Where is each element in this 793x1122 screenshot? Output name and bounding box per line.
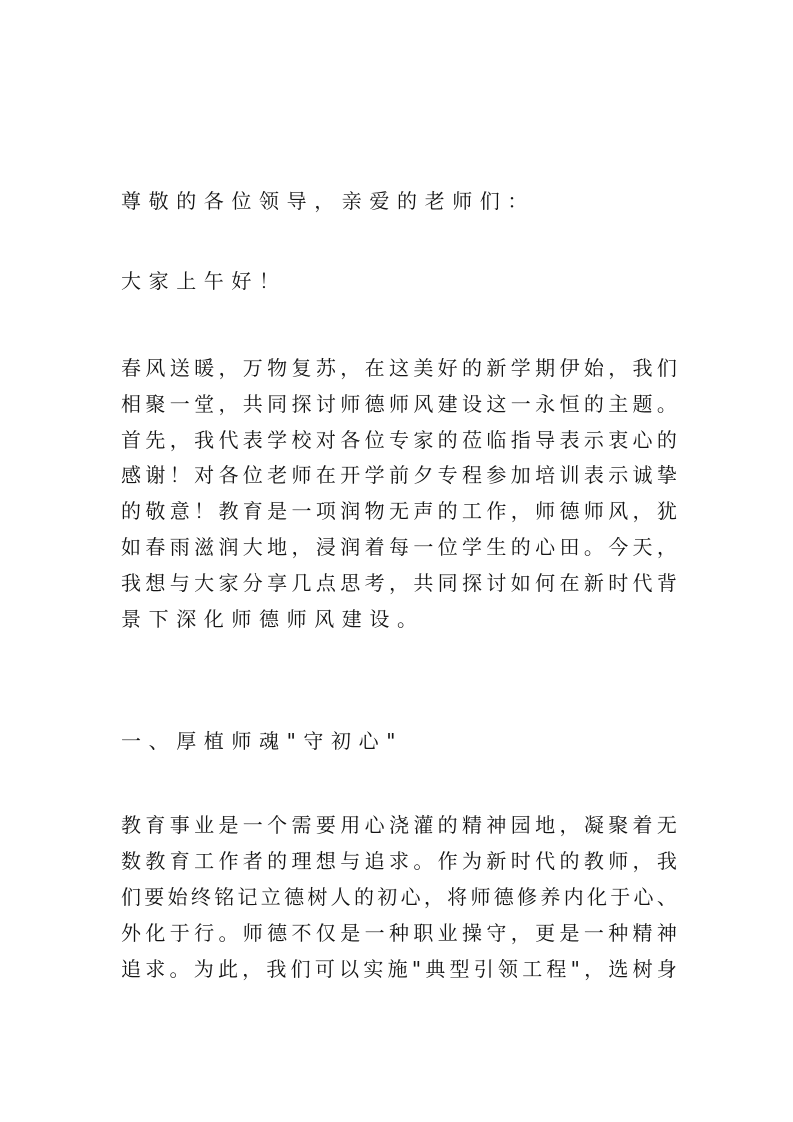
glyph: ， (242, 957, 263, 981)
glyph: 物 (364, 499, 385, 523)
glyph: ， (218, 356, 239, 380)
glyph: 此 (217, 957, 238, 981)
glyph: 开 (340, 463, 361, 487)
glyph: 代 (218, 428, 239, 452)
glyph: 神 (656, 921, 677, 945)
glyph: 可 (314, 957, 335, 981)
glyph: 育 (169, 849, 190, 873)
glyph: 们 (656, 356, 677, 380)
glyph: 的 (353, 885, 374, 909)
glyph: 于 (169, 921, 190, 945)
glyph: 要 (315, 813, 336, 837)
glyph: 的 (267, 849, 288, 873)
paragraph-line (121, 422, 677, 458)
glyph: 诚 (632, 463, 653, 487)
glyph: 种 (388, 921, 409, 945)
glyph: 天 (632, 535, 653, 559)
glyph: 无 (656, 813, 677, 837)
glyph: 加 (510, 463, 531, 487)
glyph: 位 (242, 463, 263, 487)
glyph: ， (656, 535, 677, 559)
glyph: 位 (364, 428, 385, 452)
glyph: 师 (535, 499, 556, 523)
glyph: 表 (583, 463, 604, 487)
glyph: 作 (218, 849, 239, 873)
glyph: 。 (656, 392, 677, 416)
glyph: 业 (437, 921, 458, 945)
glyph: 一 (242, 813, 263, 837)
glyph: 的 (437, 428, 458, 452)
glyph: 伊 (559, 356, 580, 380)
glyph: 犹 (656, 499, 677, 523)
glyph: 思 (340, 571, 361, 595)
glyph: 恒 (559, 392, 580, 416)
glyph: 考 (364, 571, 385, 595)
glyph: 师 (608, 849, 629, 873)
glyph: 老 (267, 463, 288, 487)
glyph: ， (423, 885, 444, 909)
glyph: 专 (388, 428, 409, 452)
glyph: 操 (462, 921, 483, 945)
glyph: 相 (121, 392, 141, 416)
glyph: 灌 (413, 813, 434, 837)
glyph: 在 (559, 571, 580, 595)
glyph: 雨 (169, 535, 190, 559)
glyph: 分 (242, 571, 263, 595)
glyph: 工 (194, 849, 215, 873)
glyph: 几 (291, 571, 312, 595)
paragraph-line (121, 951, 677, 987)
glyph: 树 (307, 885, 328, 909)
glyph: 代 (535, 849, 556, 873)
glyph: 养 (540, 885, 561, 909)
glyph: ！ (194, 499, 215, 523)
glyph: 着 (364, 535, 385, 559)
glyph: 的 (510, 535, 531, 559)
glyph: 仅 (315, 921, 336, 945)
glyph: 心 (633, 885, 654, 909)
glyph: 修 (517, 885, 538, 909)
section-heading: 一、厚植师魂"守初心" (121, 729, 403, 753)
glyph: 始 (167, 885, 188, 909)
glyph: ， (510, 499, 531, 523)
glyph: 参 (486, 463, 507, 487)
glyph: 学 (364, 463, 385, 487)
greeting: 大家上午好！ (121, 269, 287, 293)
glyph: 风 (413, 392, 434, 416)
glyph: 。 (218, 921, 239, 945)
glyph: 暖 (194, 356, 215, 380)
glyph: 训 (559, 463, 580, 487)
glyph: 一 (169, 392, 190, 416)
glyph: 地 (535, 813, 556, 837)
glyph: 着 (632, 813, 653, 837)
glyph: " (411, 957, 422, 981)
glyph: 如 (121, 535, 141, 559)
glyph: 各 (218, 463, 239, 487)
glyph: 作 (486, 499, 507, 523)
glyph: 浸 (315, 535, 336, 559)
glyph: 家 (218, 571, 239, 595)
glyph: 是 (267, 499, 288, 523)
glyph: 师 (388, 392, 409, 416)
glyph: 的 (462, 356, 483, 380)
glyph: 行 (194, 921, 215, 945)
glyph: 一 (510, 392, 531, 416)
glyph: 的 (437, 813, 458, 837)
glyph: 大 (194, 571, 215, 595)
glyph: 生 (486, 535, 507, 559)
glyph: 润 (340, 535, 361, 559)
glyph: 永 (535, 392, 556, 416)
glyph: 终 (190, 885, 211, 909)
glyph: 为 (462, 849, 483, 873)
glyph: ， (608, 356, 629, 380)
glyph: 新 (583, 571, 604, 595)
glyph: 代 (632, 571, 653, 595)
glyph: 化 (145, 921, 166, 945)
glyph: 润 (340, 499, 361, 523)
glyph: 用 (340, 813, 361, 837)
glyph: 表 (559, 428, 580, 452)
glyph: 示 (608, 463, 629, 487)
glyph: 校 (291, 428, 312, 452)
glyph: 们 (290, 957, 311, 981)
glyph: ， (510, 921, 531, 945)
glyph: 们 (121, 885, 141, 909)
glyph: 神 (486, 813, 507, 837)
glyph: ， (559, 813, 580, 837)
glyph: 新 (486, 849, 507, 873)
glyph: 这 (486, 392, 507, 416)
glyph: 指 (510, 428, 531, 452)
glyph: 对 (315, 428, 336, 452)
glyph: 莅 (462, 428, 483, 452)
glyph: 追 (121, 957, 141, 981)
paragraph-line (121, 350, 677, 386)
glyph: 理 (291, 849, 312, 873)
glyph: 教 (218, 499, 239, 523)
glyph: 对 (194, 463, 215, 487)
glyph: 是 (559, 921, 580, 945)
paragraph-line (121, 565, 677, 601)
glyph: 心 (400, 885, 421, 909)
glyph: 个 (267, 813, 288, 837)
glyph: 位 (437, 535, 458, 559)
glyph: 聚 (145, 392, 166, 416)
glyph: 享 (267, 571, 288, 595)
glyph: 浇 (388, 813, 409, 837)
glyph: ， (632, 499, 653, 523)
glyph: 好 (437, 356, 458, 380)
glyph: 事 (169, 813, 190, 837)
glyph: 与 (169, 571, 190, 595)
glyph: 讨 (486, 571, 507, 595)
glyph: 复 (291, 356, 312, 380)
glyph: 意 (169, 499, 190, 523)
glyph: ！ (169, 463, 190, 487)
glyph: 始 (583, 356, 604, 380)
glyph: 堂 (194, 392, 215, 416)
glyph: 谢 (145, 463, 166, 487)
paragraph-line (121, 386, 677, 422)
glyph: 工 (462, 499, 483, 523)
glyph: 风 (145, 356, 166, 380)
glyph: 职 (413, 921, 434, 945)
paragraph-line (121, 879, 677, 915)
glyph: 时 (608, 571, 629, 595)
glyph: 的 (559, 849, 580, 873)
glyph: 业 (194, 813, 215, 837)
glyph: 初 (377, 885, 398, 909)
glyph: 润 (218, 535, 239, 559)
glyph: 美 (413, 356, 434, 380)
glyph: 是 (218, 813, 239, 837)
glyph: 更 (535, 921, 556, 945)
glyph: " (570, 957, 580, 981)
glyph: 挚 (656, 463, 677, 487)
glyph: 师 (242, 921, 263, 945)
glyph: 、 (656, 885, 677, 909)
glyph: 共 (413, 571, 434, 595)
glyph: 师 (470, 885, 491, 909)
glyph: 今 (608, 535, 629, 559)
glyph: 我 (656, 849, 677, 873)
glyph: 表 (242, 428, 263, 452)
glyph: 守 (486, 921, 507, 945)
glyph: 家 (413, 428, 434, 452)
glyph: ， (584, 957, 605, 981)
glyph: 引 (473, 957, 494, 981)
glyph: 如 (510, 571, 531, 595)
glyph: 声 (413, 499, 434, 523)
paragraph-line (121, 493, 677, 529)
glyph: 一 (413, 535, 434, 559)
glyph: 探 (462, 571, 483, 595)
glyph: 不 (291, 921, 312, 945)
glyph: 春 (145, 535, 166, 559)
glyph: 我 (632, 356, 653, 380)
glyph: 将 (447, 885, 468, 909)
glyph: 同 (437, 571, 458, 595)
glyph: 想 (145, 571, 166, 595)
glyph: 立 (260, 885, 281, 909)
glyph: 滋 (194, 535, 215, 559)
glyph: 导 (535, 428, 556, 452)
glyph: 地 (267, 535, 288, 559)
paragraph-line (121, 529, 677, 565)
glyph: 点 (315, 571, 336, 595)
glyph: 化 (586, 885, 607, 909)
glyph: 时 (510, 849, 531, 873)
glyph: 教 (121, 813, 141, 837)
glyph: 求 (388, 849, 409, 873)
glyph: 外 (121, 921, 141, 945)
glyph: 首 (121, 428, 141, 452)
glyph: 德 (364, 392, 385, 416)
glyph: 师 (340, 392, 361, 416)
glyph: 物 (267, 356, 288, 380)
glyph: 这 (388, 356, 409, 380)
glyph: 人 (330, 885, 351, 909)
glyph: 选 (608, 957, 629, 981)
glyph: ， (340, 356, 361, 380)
glyph: 是 (340, 921, 361, 945)
glyph: 想 (315, 849, 336, 873)
glyph: 内 (563, 885, 584, 909)
glyph: 工 (522, 957, 543, 981)
glyph: 衷 (608, 428, 629, 452)
glyph: ， (632, 849, 653, 873)
glyph: 每 (388, 535, 409, 559)
glyph: 求 (145, 957, 166, 981)
glyph: 建 (437, 392, 458, 416)
glyph: 需 (291, 813, 312, 837)
glyph: ， (291, 535, 312, 559)
glyph: 施 (387, 957, 408, 981)
glyph: ， (218, 392, 239, 416)
glyph: 感 (121, 463, 141, 487)
glyph: ， (388, 571, 409, 595)
glyph: 万 (242, 356, 263, 380)
glyph: 育 (145, 813, 166, 837)
glyph: 追 (364, 849, 385, 873)
glyph: 师 (291, 463, 312, 487)
glyph: 题 (632, 392, 653, 416)
glyph: 领 (497, 957, 518, 981)
glyph: 德 (267, 921, 288, 945)
glyph: 程 (546, 957, 567, 981)
glyph: 在 (315, 463, 336, 487)
glyph: 大 (242, 535, 263, 559)
glyph: 新 (486, 356, 507, 380)
glyph: 前 (388, 463, 409, 487)
glyph: 学 (462, 535, 483, 559)
glyph: 专 (437, 463, 458, 487)
glyph: 春 (121, 356, 141, 380)
glyph: 。 (583, 535, 604, 559)
glyph: 在 (364, 356, 385, 380)
glyph: 德 (493, 885, 514, 909)
glyph: 为 (193, 957, 214, 981)
paragraph-line: 景下深化师德师风建设。 (121, 607, 425, 631)
glyph: 送 (169, 356, 190, 380)
glyph: 共 (242, 392, 263, 416)
glyph: 的 (121, 499, 141, 523)
glyph: 心 (364, 813, 385, 837)
glyph: 种 (608, 921, 629, 945)
glyph: 背 (656, 571, 677, 595)
glyph: 德 (559, 499, 580, 523)
glyph: 精 (632, 921, 653, 945)
glyph: 一 (364, 921, 385, 945)
glyph: 项 (315, 499, 336, 523)
glyph: 于 (610, 885, 631, 909)
glyph: 心 (535, 535, 556, 559)
glyph: 主 (608, 392, 629, 416)
glyph: 数 (121, 849, 141, 873)
glyph: 程 (462, 463, 483, 487)
glyph: 讨 (315, 392, 336, 416)
glyph: 期 (535, 356, 556, 380)
glyph: 风 (608, 499, 629, 523)
glyph: 探 (291, 392, 312, 416)
glyph: 田 (559, 535, 580, 559)
glyph: 夕 (413, 463, 434, 487)
glyph: 一 (291, 499, 312, 523)
glyph: 各 (340, 428, 361, 452)
glyph: 。 (413, 849, 434, 873)
glyph: 精 (462, 813, 483, 837)
glyph: 者 (242, 849, 263, 873)
glyph: 凝 (583, 813, 604, 837)
glyph: 要 (144, 885, 165, 909)
glyph: 师 (583, 499, 604, 523)
glyph: 教 (583, 849, 604, 873)
glyph: 设 (462, 392, 483, 416)
salutation: 尊敬的各位领导，亲爱的老师们： (121, 189, 535, 213)
glyph: 的 (583, 392, 604, 416)
glyph: ， (169, 428, 190, 452)
glyph: 育 (242, 499, 263, 523)
glyph: 我 (266, 957, 287, 981)
paragraph-line (121, 843, 677, 879)
glyph: 聚 (608, 813, 629, 837)
glyph: 我 (194, 428, 215, 452)
glyph: 与 (340, 849, 361, 873)
glyph: 教 (145, 849, 166, 873)
paragraph-line (121, 807, 677, 843)
glyph: 实 (363, 957, 384, 981)
glyph: 的 (437, 499, 458, 523)
glyph: 一 (583, 921, 604, 945)
glyph: 先 (145, 428, 166, 452)
glyph: 。 (169, 957, 190, 981)
glyph: 典 (425, 957, 446, 981)
glyph: 学 (510, 356, 531, 380)
paragraph-line (121, 915, 677, 951)
glyph: 培 (535, 463, 556, 487)
glyph: 示 (583, 428, 604, 452)
glyph: 苏 (315, 356, 336, 380)
glyph: 心 (632, 428, 653, 452)
glyph: 何 (535, 571, 556, 595)
glyph: 身 (656, 957, 677, 981)
glyph: 作 (437, 849, 458, 873)
glyph: 以 (339, 957, 360, 981)
glyph: 园 (510, 813, 531, 837)
glyph: 临 (486, 428, 507, 452)
paragraph-line (121, 457, 677, 493)
glyph: 无 (388, 499, 409, 523)
glyph: 树 (632, 957, 653, 981)
glyph: 铭 (214, 885, 235, 909)
glyph: 的 (656, 428, 677, 452)
glyph: 敬 (145, 499, 166, 523)
glyph: 我 (121, 571, 141, 595)
glyph: 型 (449, 957, 470, 981)
glyph: 同 (267, 392, 288, 416)
glyph: 记 (237, 885, 258, 909)
glyph: 学 (267, 428, 288, 452)
glyph: 德 (284, 885, 305, 909)
